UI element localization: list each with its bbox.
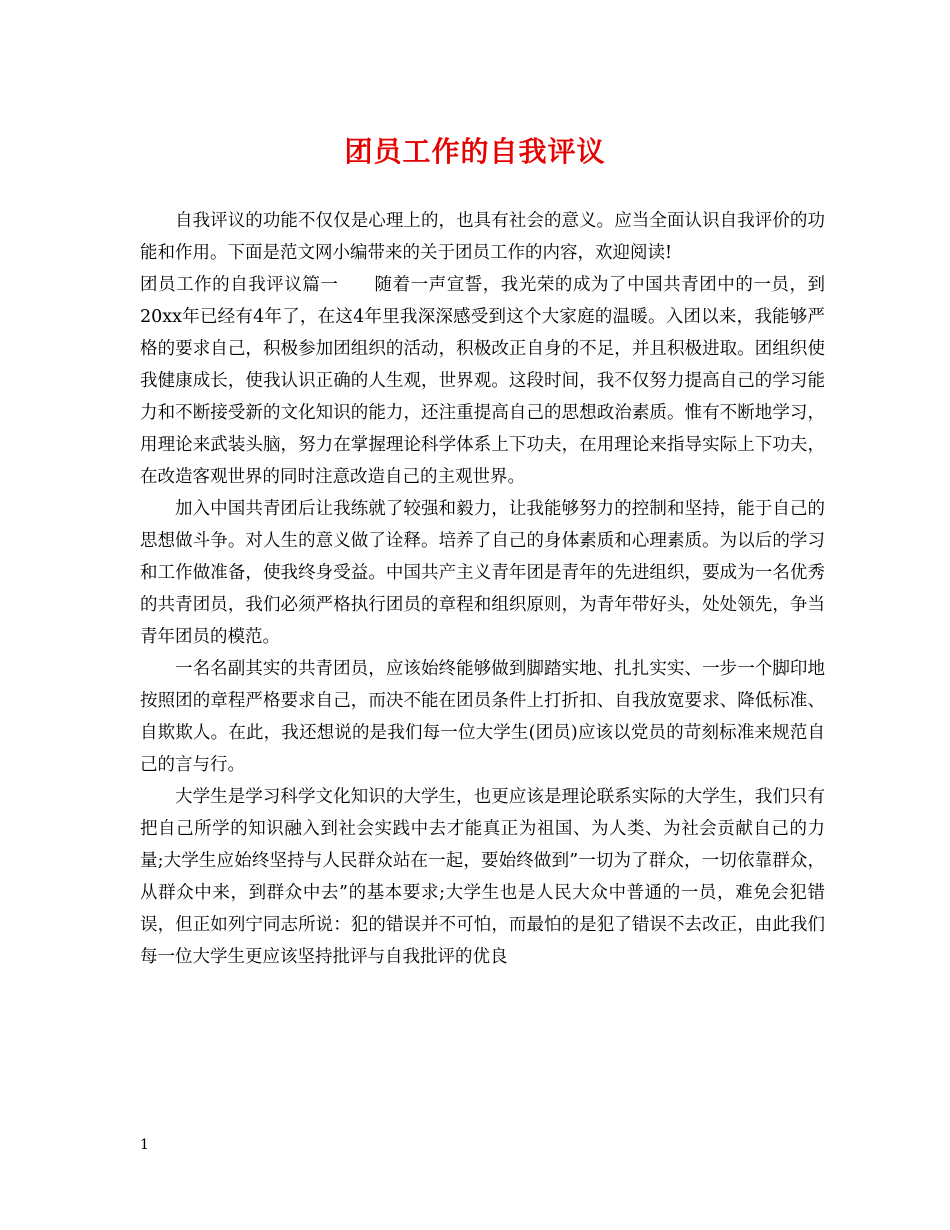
paragraph-section-one: 团员工作的自我评议篇一 随着一声宣誓，我光荣的成为了中国共青团中的一员，到20xx年已经有4年了，在这4年里我深深感受到这个大家庭的温暖。入团以来，我能够严格的要求自己，积极参加团组织的活动，积极改正自身的不足，并且积极进取。团组织使我健康成长，使我认识正确的人生观，世界观。这段时间，我不仅努力提高自己的学习能力和不断接受新的文化知识的能力，还注重提高自己的思想政治素质。惟有不断地学习，用理论来武装头脑，努力在掌握理论科学体系上下功夫，在用理论来指导实际上下功夫，在改造客观世界的同时注意改造自己的主观世界。	[140, 275, 825, 487]
page-number: 1	[140, 1137, 149, 1153]
paragraph-joining: 加入中国共青团后让我练就了较强和毅力，让我能够努力的控制和坚持，能于自己的思想做斗争。对人生的意义做了诠释。培养了自己的身体素质和心理素质。为以后的学习和工作做准备，使我终身受益。中国共产主义青年团是青年的先进组织，要成为一名优秀的共青团员，我们必须严格执行团员的章程和组织原则，为青年带好头，处处领先，争当青年团员的模范。	[140, 499, 825, 647]
paragraph-true-member: 一名名副其实的共青团员，应该始终能够做到脚踏实地、扎扎实实、一步一个脚印地按照团的章程严格要求自己，而决不能在团员条件上打折扣、自我放宽要求、降低标准、自欺欺人。在此，我还想说的是我们每一位大学生(团员)应该以党员的苛刻标准来规范自己的言与行。	[140, 659, 825, 775]
paragraph-intro: 自我评议的功能不仅仅是心理上的，也具有社会的意义。应当全面认识自我评价的功能和作用。下面是范文网小编带来的关于团员工作的内容，欢迎阅读!	[140, 211, 825, 263]
document-title: 团员工作的自我评议	[344, 135, 606, 168]
document-body	[140, 205, 825, 973]
paragraph-university-students: 大学生是学习科学文化知识的大学生，也更应该是理论联系实际的大学生，我们只有把自己所学的知识融入到社会实践中去才能真正为祖国、为人类、为社会贡献自己的力量;大学生应始终坚持与人民群众站在一起，要始终做到”一切为了群众，一切依靠群众，从群众中来，到群众中去”的基本要求;大学生也是人民大众中普通的一员，难免会犯错误，但正如列宁同志所说：犯的错误并不可怕，而最怕的是犯了错误不去改正，由此我们每一位大学生更应该坚持批评与自我批评的优良	[140, 787, 825, 967]
